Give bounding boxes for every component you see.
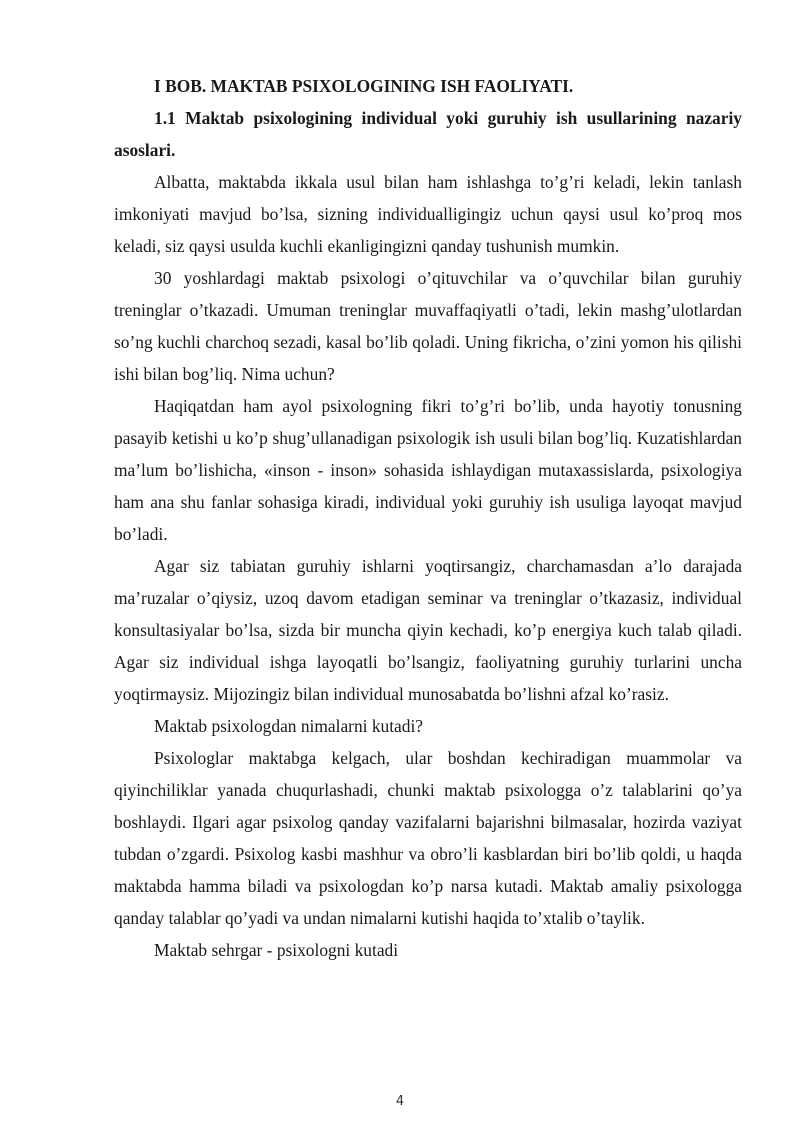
paragraph: Maktab sehrgar - psixologni kutadi (154, 940, 399, 960)
page-number: 4 (395, 1094, 405, 1109)
section-title: 1.1 Maktab psixologining individual yoki guruhiy ish usullarining nazariy asoslari. (114, 108, 742, 160)
paragraph: Albatta, maktabda ikkala usul bilan ham ishlashga to’g’ri keladi, lekin tanlash imkoniyati mavjud bo’lsa, sizning individualligingiz uchun qaysi usul ko’proq mos keladi, siz qaysi usulda kuchli ekanligingizni qanday tushunish mumkin. (114, 172, 742, 256)
paragraph: Haqiqatdan ham ayol psixologning fikri to’g’ri bo’lib, unda hayotiy tonusning pasayib ketishi u ko’p shug’ullanadigan psixologik ish usuli bilan bog’liq. Kuzatishlardan ma’lum bo’lishicha, «inson - inson» sohasida ishlaydigan mutaxassislarda, psixologiya ham ana shu fanlar sohasiga kiradi, individual yoki guruhiy ish usuliga layoqat mavjud bo’ladi. (114, 396, 742, 544)
document-page (114, 70, 742, 966)
paragraph: Psixologlar maktabga kelgach, ular boshdan kechiradigan muammolar va qiyinchiliklar yanada chuqurlashadi, chunki maktab psixologga o’z talablarini qo’ya boshlaydi. Ilgari agar psixolog qanday vazifalarni bajarishni bilmasalar, hozirda vaziyat tubdan o’zgardi. Psixolog kasbi mashhur va obro’li kasblardan biri bo’lib qoldi, u haqda maktabda hamma biladi va psixologdan ko’p narsa kutadi. Maktab amaliy psixologga qanday talablar qo’yadi va undan nimalarni kutishi haqida to’xtalib o’taylik. (114, 748, 742, 928)
paragraph: Agar siz tabiatan guruhiy ishlarni yoqtirsangiz, charchamasdan a’lo darajada ma’ruzalar o’qiysiz, uzoq davom etadigan seminar va treninglar o’tkazasiz, individual konsultasiyalar bo’lsa, sizda bir muncha qiyin kechadi, ko’p energiya kuch talab qiladi. Agar siz individual ishga layoqatli bo’lsangiz, faoliyatning guruhiy turlarini uncha yoqtirmaysiz. Mijozingiz bilan individual munosabatda bo’lishni afzal ko’rasiz. (114, 556, 742, 704)
paragraph: 30 yoshlardagi maktab psixologi o’qituvchilar va o’quvchilar bilan guruhiy treninglar o’tkazadi. Umuman treninglar muvaffaqiyatli o’tadi, lekin mashg’ulotlardan so’ng kuchli charchoq sezadi, kasal bo’lib qoladi. Uning fikricha, o’zini yomon his qilishi ishi bilan bog’liq. Nima uchun? (114, 268, 742, 384)
paragraph: Maktab psixologdan nimalarni kutadi? (154, 716, 424, 736)
chapter-title: I BOB. MAKTAB PSIXOLOGINING ISH FAOLIYATI. (154, 76, 574, 96)
